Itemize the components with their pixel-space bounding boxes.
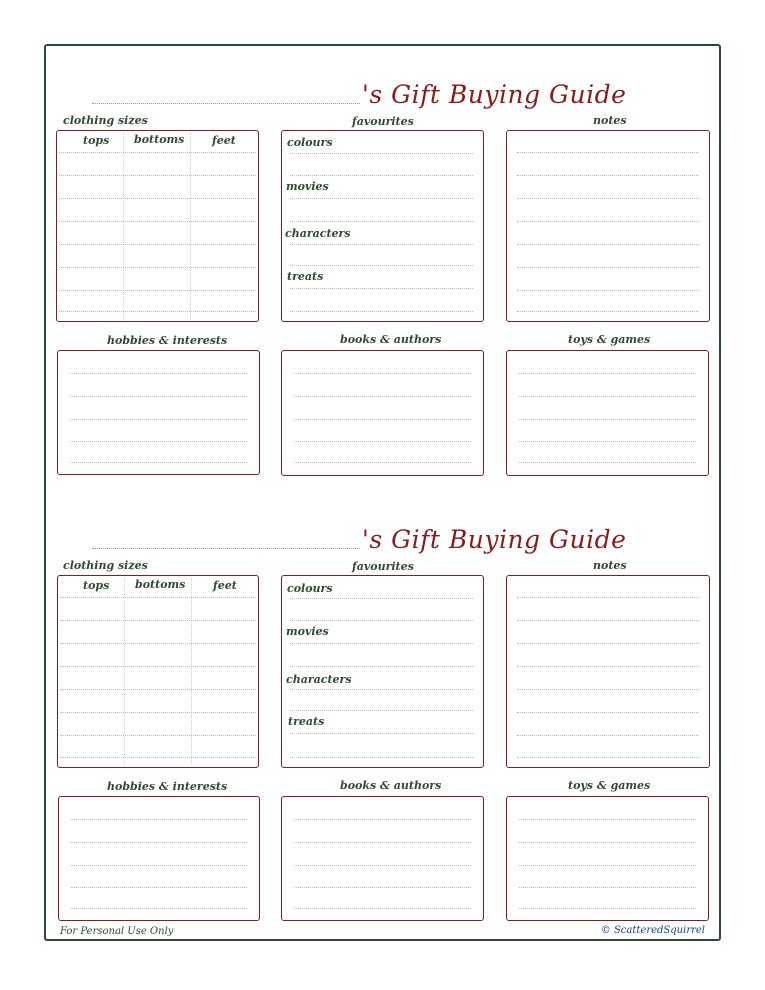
entry-line[interactable] [519,842,696,843]
hobbies-interests-label: hobbies & interests [107,334,228,347]
table-row-line[interactable] [59,244,256,245]
col-header-tops: tops [83,579,110,592]
table-row-line[interactable] [59,221,256,222]
entry-line[interactable] [294,842,471,843]
favourite-colours-label: colours [287,136,333,149]
col-header-feet: feet [213,579,237,592]
col-header-feet: feet [212,134,236,147]
notes-box [506,130,710,322]
entry-line[interactable] [290,288,473,289]
col-divider [191,578,192,765]
entry-line[interactable] [519,373,696,374]
entry-line[interactable] [71,842,247,843]
entry-line[interactable] [517,620,699,621]
entry-line[interactable] [70,419,247,420]
toys-games-box [506,796,709,921]
entry-line[interactable] [294,908,471,909]
entry-line[interactable] [290,311,473,312]
books-authors-box [281,796,484,921]
favourite-characters-label: characters [286,673,352,686]
books-authors-label: books & authors [340,779,442,792]
entry-line[interactable] [519,887,696,888]
entry-line[interactable] [294,441,471,442]
col-header-bottoms: bottoms [135,578,186,591]
entry-line[interactable] [290,265,473,266]
entry-line[interactable] [294,887,471,888]
col-header-bottoms: bottoms [134,133,185,146]
favourites-box [281,130,484,322]
table-row-line[interactable] [59,152,256,153]
entry-line[interactable] [71,865,247,866]
entry-line[interactable] [294,865,471,866]
name-line[interactable] [92,548,360,549]
clothing-sizes-label: clothing sizes [63,114,148,127]
entry-line[interactable] [519,865,696,866]
entry-line[interactable] [517,198,699,199]
table-row-line[interactable] [59,290,256,291]
favourite-characters-label: characters [285,227,351,240]
entry-line[interactable] [70,396,247,397]
personal-use-notice: For Personal Use Only [60,926,174,937]
table-row-line[interactable] [60,666,256,667]
entry-line[interactable] [290,666,473,667]
col-divider [124,578,125,765]
notes-label: notes [593,559,627,572]
entry-line[interactable] [290,244,473,245]
table-row-line[interactable] [60,643,256,644]
notes-box [506,575,710,768]
entry-line[interactable] [294,373,471,374]
books-authors-label: books & authors [340,333,442,346]
favourite-colours-label: colours [287,582,333,595]
entry-line[interactable] [290,689,473,690]
favourites-box [281,575,484,768]
table-row-line[interactable] [60,620,256,621]
favourite-treats-label: treats [287,270,324,283]
entry-line[interactable] [71,887,247,888]
guide-title: 's Gift Buying Guide [362,525,627,554]
table-row-line[interactable] [60,689,256,690]
notes-label: notes [593,114,627,127]
entry-line[interactable] [519,908,696,909]
entry-line[interactable] [519,396,696,397]
toys-games-label: toys & games [568,779,651,792]
name-line[interactable] [92,103,360,104]
entry-line[interactable] [290,221,473,222]
entry-line[interactable] [517,267,699,268]
table-row-line[interactable] [59,311,256,312]
table-row-line[interactable] [60,735,256,736]
entry-line[interactable] [517,290,699,291]
hobbies-interests-box [58,796,260,921]
favourite-movies-label: movies [286,180,329,193]
favourite-movies-label: movies [286,625,329,638]
entry-line[interactable] [290,175,473,176]
entry-line[interactable] [517,221,699,222]
entry-line[interactable] [290,757,473,758]
entry-line[interactable] [71,819,247,820]
entry-line[interactable] [517,757,699,758]
entry-line[interactable] [517,643,699,644]
entry-line[interactable] [517,689,699,690]
col-divider [190,133,191,319]
entry-line[interactable] [517,175,699,176]
favourites-label: favourites [352,560,414,573]
entry-line[interactable] [517,244,699,245]
clothing-sizes-box [56,130,259,322]
copyright-notice: © ScatteredSquirrel [600,925,705,936]
table-row-line[interactable] [60,712,256,713]
entry-line[interactable] [517,597,699,598]
entry-line[interactable] [294,819,471,820]
guide-title: 's Gift Buying Guide [362,80,627,109]
col-divider [123,133,124,319]
entry-line[interactable] [519,819,696,820]
entry-line[interactable] [294,396,471,397]
col-header-tops: tops [83,134,110,147]
entry-line[interactable] [70,441,247,442]
entry-line[interactable] [290,153,473,154]
clothing-sizes-label: clothing sizes [63,559,148,572]
entry-line[interactable] [290,620,473,621]
entry-line[interactable] [519,441,696,442]
entry-line[interactable] [517,712,699,713]
entry-line[interactable] [517,311,699,312]
entry-line[interactable] [290,643,473,644]
table-row-line[interactable] [59,198,256,199]
gift-guide-section-2 [0,445,765,890]
toys-games-label: toys & games [568,333,651,346]
favourite-treats-label: treats [288,715,325,728]
entry-line[interactable] [294,419,471,420]
entry-line[interactable] [290,598,473,599]
entry-line[interactable] [70,373,247,374]
entry-line[interactable] [290,710,473,711]
entry-line[interactable] [290,198,473,199]
table-row-line[interactable] [59,175,256,176]
table-row-line[interactable] [60,757,256,758]
entry-line[interactable] [517,666,699,667]
table-row-line[interactable] [60,597,256,598]
entry-line[interactable] [71,908,247,909]
hobbies-interests-label: hobbies & interests [107,780,228,793]
favourites-label: favourites [352,115,414,128]
entry-line[interactable] [517,735,699,736]
entry-line[interactable] [519,419,696,420]
clothing-sizes-box [57,575,259,768]
gift-guide-section-1 [0,0,765,445]
entry-line[interactable] [517,152,699,153]
entry-line[interactable] [290,733,473,734]
table-row-line[interactable] [59,267,256,268]
